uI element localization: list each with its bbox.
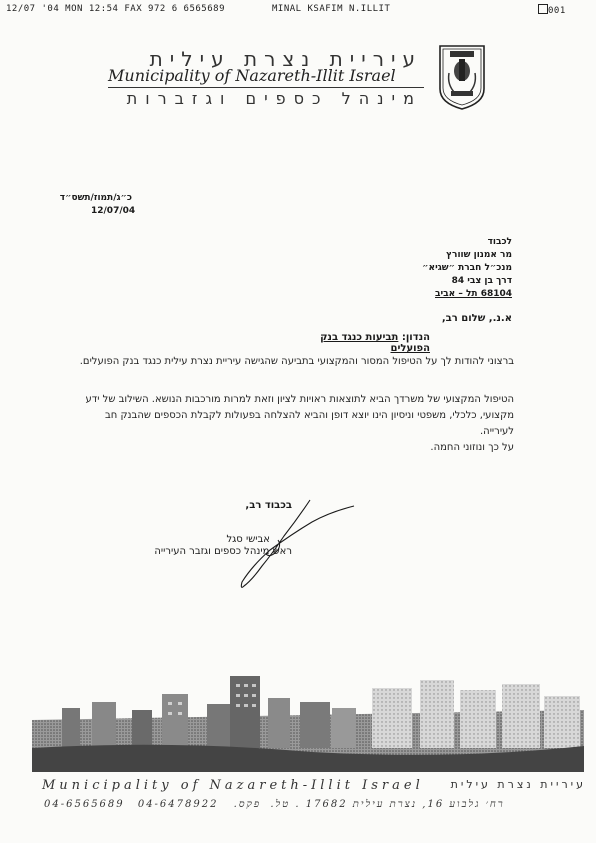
recipient-name: מר אמנון שוורץ [446,250,512,260]
recipient-city: 68104 תל – אביב [435,289,512,299]
fax-page-number: 001 [538,4,566,16]
signatory-name: אבישי סגל [226,534,270,545]
footer-fax-number: 04-6565689 [44,799,125,810]
letterhead-hebrew-city: עיריית נצרת עילית [149,47,422,71]
subject-label: הנדון: [401,332,430,343]
municipality-emblem [437,43,487,115]
letterhead-department: מינהל כספים וגזברות [126,89,422,108]
footer-phone-number: 04-6478922 [137,799,219,810]
recipient-block [380,236,512,301]
recipient-street: דרך בן צבי 84 [451,276,512,286]
fax-datetime: 12/07 '04 MON 12:54 FAX 972 6 6565689 [6,4,225,14]
greeting: א.נ., שלום רב, [441,313,512,324]
paragraph-1: ברצוני להודות לך על הטיפול המסור והמקצועי בתביעה שהגישה עיריית נצרת עילית כנגד בנק הפועלים. [79,356,514,367]
footer-fax-label: פקס. [233,799,262,810]
footer-english-city: Municipality of Nazareth-Illit Israel [42,778,424,793]
letterhead-divider [108,87,424,88]
subject-text: תביעות כנגד בנק הפועלים [320,332,430,354]
fax-page-icon [538,4,548,14]
footer-address: רח׳ גלבוע 16, נצרת עילית 17682 . טל. [270,799,505,810]
subject [280,332,430,354]
footer-contact [44,799,505,810]
closing: בכבוד רב, [245,500,292,511]
recipient-to: לכבוד [487,237,512,247]
signatory-title: ראש מינהל כספים וגזבר העירייה [154,546,292,557]
letterhead-english-city: Municipality of Nazareth-Illit Israel [108,66,396,85]
date-hebrew: כ״ג/תמוז/תשס״ד [59,193,132,203]
paragraph-2: הטיפול המקצועי של משרדך הביא לתוצאות ראויות לציון וזאת למרות מורכבות הנושא. השילוב של ידע מקצועי, כלכלי, משפטי וניסיון הינו יוצא דופן והביא להצלחה בפעולות לקבלת הכספים שהבנק חב לעירייה. [85,394,514,437]
date-gregorian: 12/07/04 [91,206,136,216]
city-skyline-image [32,660,584,776]
paragraph-3: על כך ונוזוני החמה. [430,442,514,453]
footer-hebrew-city: עיריית נצרת עילית [450,778,586,791]
recipient-title: מנכ״ל חברת ״שגיא״ [422,263,512,273]
fax-sender: MINAL KSAFIM N.ILLIT [272,4,391,14]
